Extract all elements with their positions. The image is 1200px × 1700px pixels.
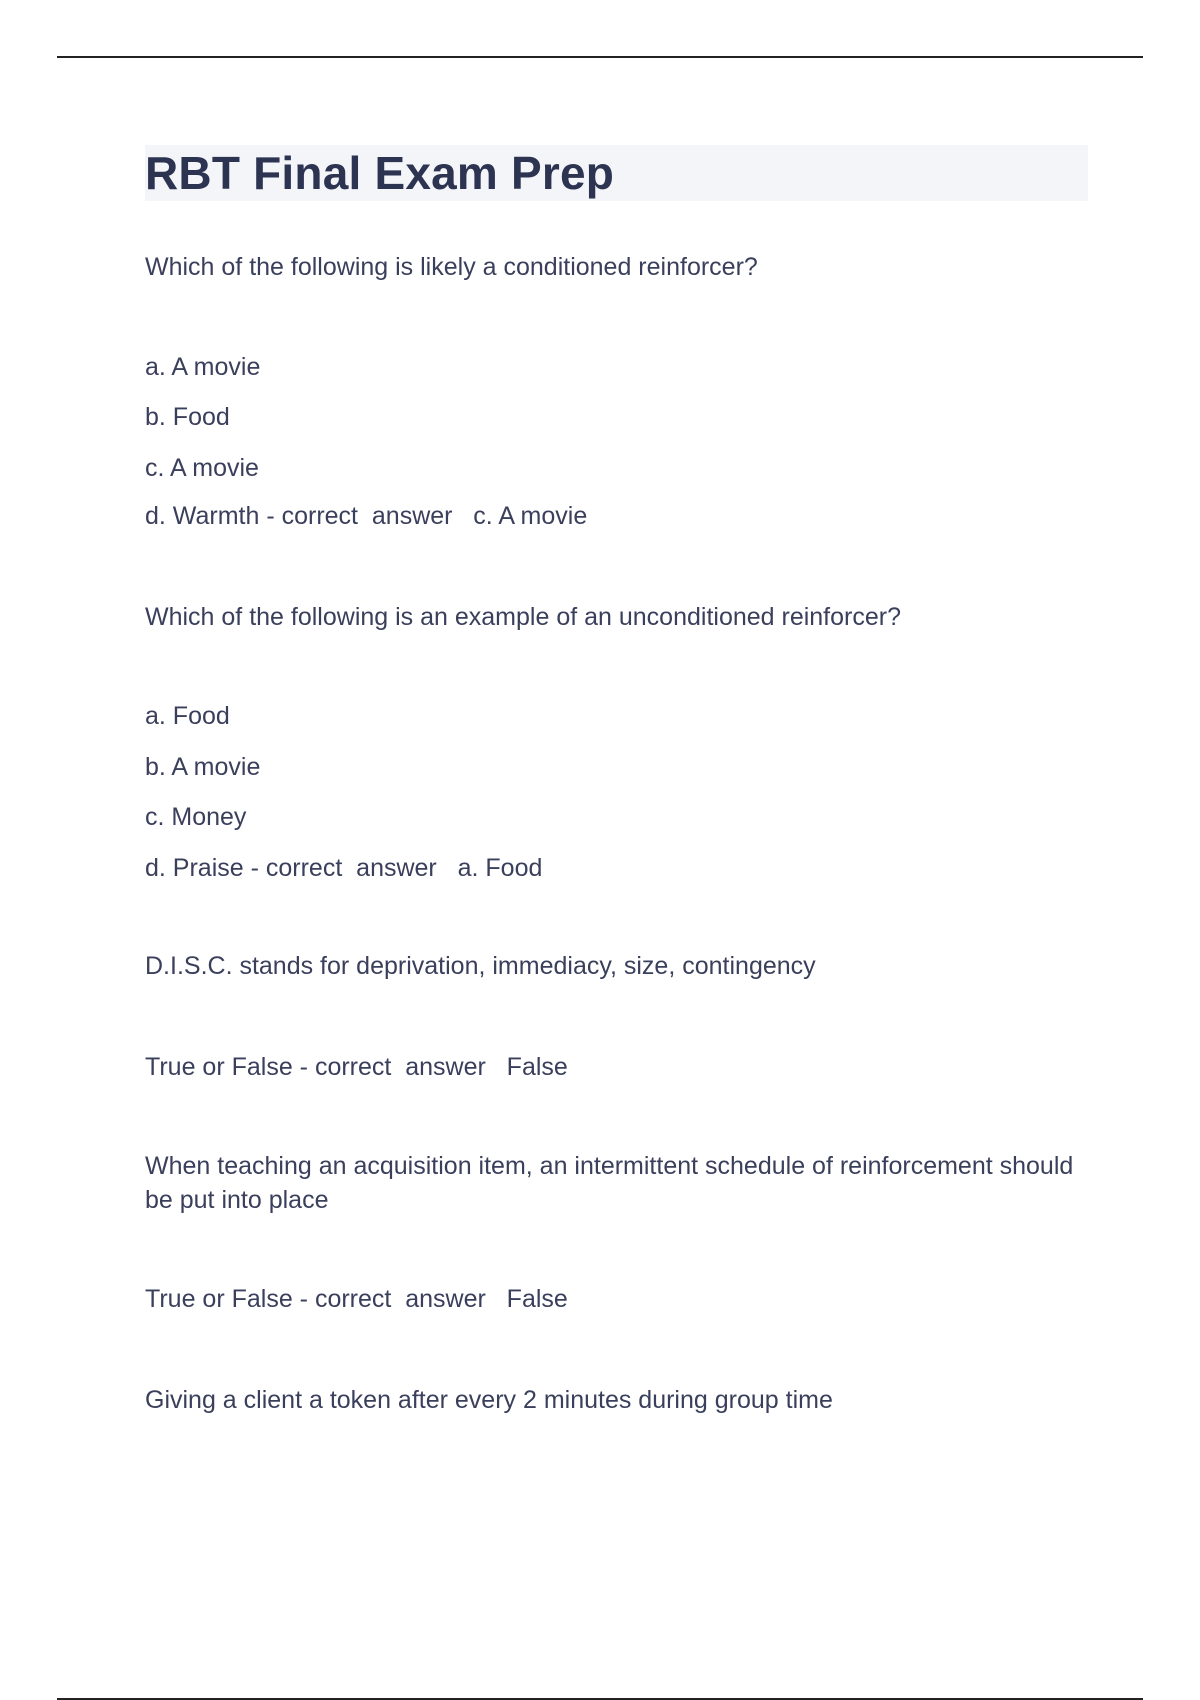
question-4: When teaching an acquisition item, an intermittent schedule of reinforcement should be put into place [145, 1152, 1074, 1214]
option-1a: a. A movie [145, 353, 261, 381]
question-3: D.I.S.C. stands for deprivation, immediacy, size, contingency [145, 952, 816, 980]
answer-3: True or False - correct answer False [145, 1053, 568, 1081]
option-1c: c. A movie [145, 454, 259, 482]
option-1d-answer: d. Warmth - correct answer c. A movie [145, 502, 588, 530]
answer-4: True or False - correct answer False [145, 1285, 568, 1313]
question-1: Which of the following is likely a conditioned reinforcer? [145, 253, 758, 281]
question-2: Which of the following is an example of an unconditioned reinforcer? [145, 603, 901, 631]
question-5: Giving a client a token after every 2 minutes during group time [145, 1386, 833, 1414]
option-2c: c. Money [145, 803, 247, 831]
page-title: RBT Final Exam Prep [145, 147, 615, 199]
option-2b: b. A movie [145, 753, 261, 781]
top-rule [57, 56, 1143, 58]
option-1b: b. Food [145, 403, 230, 431]
option-2d-answer: d. Praise - correct answer a. Food [145, 854, 543, 882]
option-2a: a. Food [145, 702, 230, 730]
